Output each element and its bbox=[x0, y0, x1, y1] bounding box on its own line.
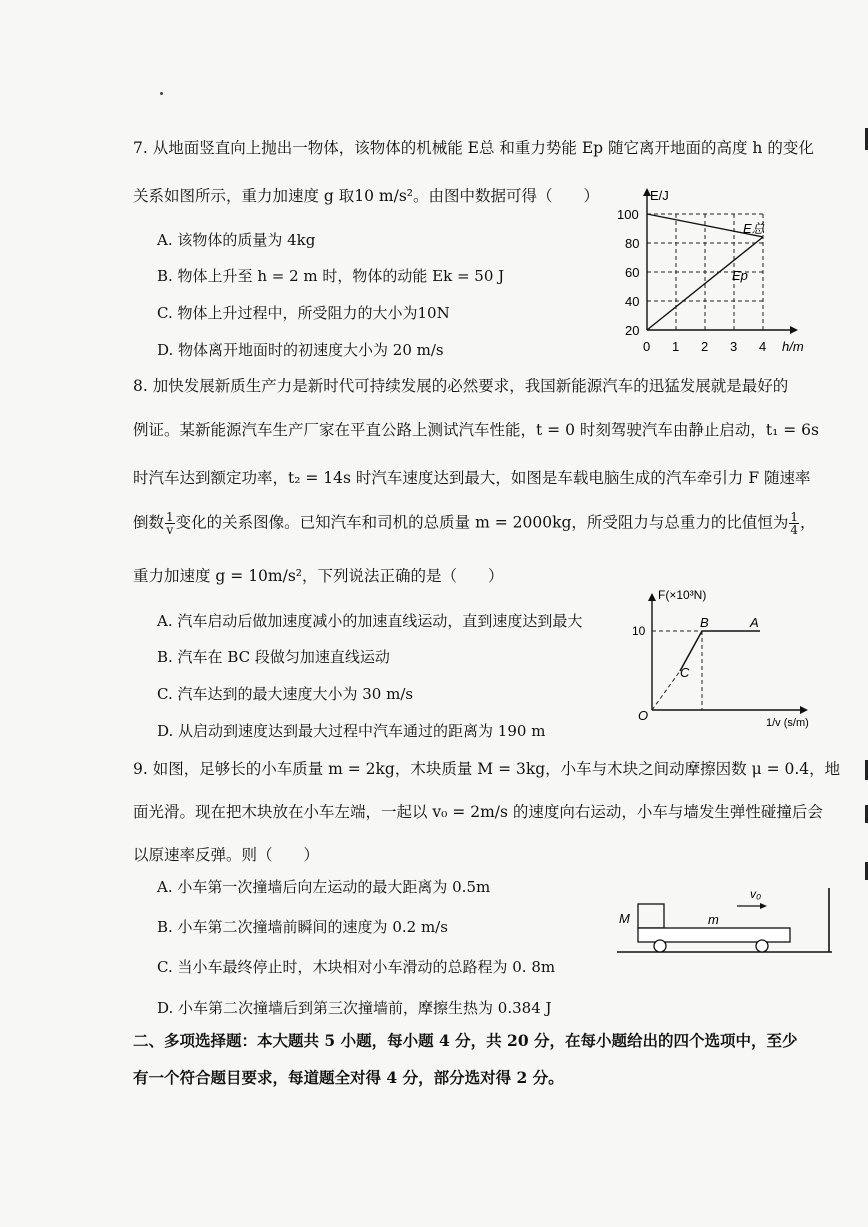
q9-stem-line1: 9. 如图，足够长的小车质量 m = 2kg，木块质量 M = 3kg，小车与木块之间动摩擦因数 μ = 0.4，地 bbox=[133, 760, 841, 778]
q9-option-b[interactable]: B. 小车第二次撞墙前瞬间的速度为 0.2 m/s bbox=[157, 918, 448, 936]
wheel bbox=[756, 940, 768, 952]
q9-option-c[interactable]: C. 当小车最终停止时，木块相对小车滑动的总路程为 0. 8m bbox=[157, 958, 556, 976]
q9-option-d[interactable]: D. 小车第二次撞墙后到第三次撞墙前，摩擦生热为 0.384 J bbox=[157, 999, 552, 1017]
q8-stem-line4: 倒数 $\frac{1}{v}$ 变化的关系图像。已知汽车和司机的总质量 m = 2000kg，所受阻力与总重力的比值恒为 $\frac{1}{4}$ ， bbox=[133, 510, 816, 537]
origin-label: O bbox=[638, 708, 649, 723]
point-a-label: A bbox=[750, 615, 759, 630]
y-tick: 100 bbox=[617, 207, 639, 222]
q8-stem-line1: 8. 加快发展新质生产力是新时代可持续发展的必然要求，我国新能源汽车的迅猛发展就是最好的 bbox=[133, 377, 789, 395]
q9-option-a[interactable]: A. 小车第一次撞墙后向左运动的最大距离为 0.5m bbox=[157, 878, 491, 896]
q8-option-a[interactable]: A. 汽车启动后做加速度减小的加速直线运动，直到速度达到最大 bbox=[157, 612, 583, 630]
point-c-label: C bbox=[680, 665, 690, 680]
speck bbox=[160, 92, 163, 95]
q8-option-b[interactable]: B. 汽车在 BC 段做匀加速直线运动 bbox=[157, 648, 390, 666]
x-tick: 0 bbox=[643, 339, 651, 354]
x-tick: 2 bbox=[701, 339, 709, 354]
q8-stem-line5: 重力加速度 g = 10m/s²，下列说法正确的是（ ） bbox=[133, 567, 504, 585]
wheel bbox=[654, 940, 666, 952]
q9-stem-line2: 面光滑。现在把木块放在小车左端，一起以 v₀ = 2m/s 的速度向右运动，小车与墙发生弹性碰撞后会 bbox=[133, 803, 823, 821]
block-label: M bbox=[619, 911, 630, 926]
x-axis-label: 1/v (s/m) bbox=[766, 717, 809, 729]
q8-stem-line3: 时汽车达到额定功率，t₂ = 14s 时汽车速度达到最大，如图是车载电脑生成的汽车牵引力 F 随速率 bbox=[133, 469, 811, 487]
fraction-1-over-v: $\frac{1}{v}$ bbox=[166, 510, 174, 537]
q7-stem-line2: 关系如图所示，重力加速度 g 取10 m/s²。由图中数据可得（ ） bbox=[133, 187, 600, 205]
y-tick: 10 bbox=[632, 624, 646, 638]
q7-energy-graph bbox=[612, 182, 827, 357]
section-2-heading-line2: 有一个符合题目要求，每道题全对得 4 分，部分选对得 2 分。 bbox=[133, 1068, 564, 1087]
q9-stem-line3: 以原速率反弹。则（ ） bbox=[133, 846, 320, 864]
q8-line4-b: 变化的关系图像。已知汽车和司机的总质量 m = 2000kg，所受阻力与总重力的比值恒为 bbox=[175, 513, 789, 532]
y-tick: 60 bbox=[625, 265, 640, 280]
y-tick: 20 bbox=[625, 323, 640, 338]
x-tick: 1 bbox=[672, 339, 680, 354]
y-tick: 80 bbox=[625, 236, 640, 251]
q7-option-d[interactable]: D. 物体离开地面时的初速度大小为 20 m/s bbox=[157, 341, 444, 359]
q7-option-c[interactable]: C. 物体上升过程中，所受阻力的大小为10N bbox=[157, 304, 450, 322]
fraction-1-over-4: $\frac{1}{4}$ bbox=[790, 510, 799, 537]
q8-force-graph bbox=[630, 585, 830, 735]
q8-line4-a: 倒数 bbox=[133, 513, 165, 532]
cart-label: m bbox=[708, 912, 719, 927]
e-mech-label: E总 bbox=[743, 221, 765, 236]
block bbox=[638, 904, 664, 928]
x-tick: 3 bbox=[730, 339, 738, 354]
q8-stem-line2: 例证。某新能源汽车生产厂家在平直公路上测试汽车性能，t = 0 时刻驾驶汽车由静止启动，t₁ = 6s bbox=[133, 421, 819, 439]
q8-option-d[interactable]: D. 从启动到速度达到最大过程中汽车通过的距离为 190 m bbox=[157, 722, 546, 740]
q8-option-c[interactable]: C. 汽车达到的最大速度大小为 30 m/s bbox=[157, 685, 414, 703]
y-axis-label: F(×10³N) bbox=[658, 588, 707, 602]
velocity-label: v₀ bbox=[750, 887, 762, 901]
x-tick: 4 bbox=[759, 339, 767, 354]
point-b-label: B bbox=[700, 615, 709, 630]
q7-stem-line1: 7. 从地面竖直向上抛出一物体，该物体的机械能 E总 和重力势能 Ep 随它离开地面的高度 h 的变化 bbox=[133, 139, 814, 157]
q9-cart-figure bbox=[612, 880, 837, 990]
y-axis-label: E/J bbox=[650, 188, 669, 203]
e-p-label: Ep bbox=[732, 268, 748, 283]
q7-option-b[interactable]: B. 物体上升至 h = 2 m 时，物体的动能 Ek = 50 J bbox=[157, 267, 505, 285]
section-2-heading-line1: 二、多项选择题：本大题共 5 小题，每小题 4 分，共 20 分，在每小题给出的四个选项中，至少 bbox=[133, 1031, 798, 1050]
x-axis-label: h/m bbox=[782, 339, 804, 354]
y-tick: 40 bbox=[625, 294, 640, 309]
q7-option-a[interactable]: A. 该物体的质量为 4kg bbox=[157, 231, 316, 249]
